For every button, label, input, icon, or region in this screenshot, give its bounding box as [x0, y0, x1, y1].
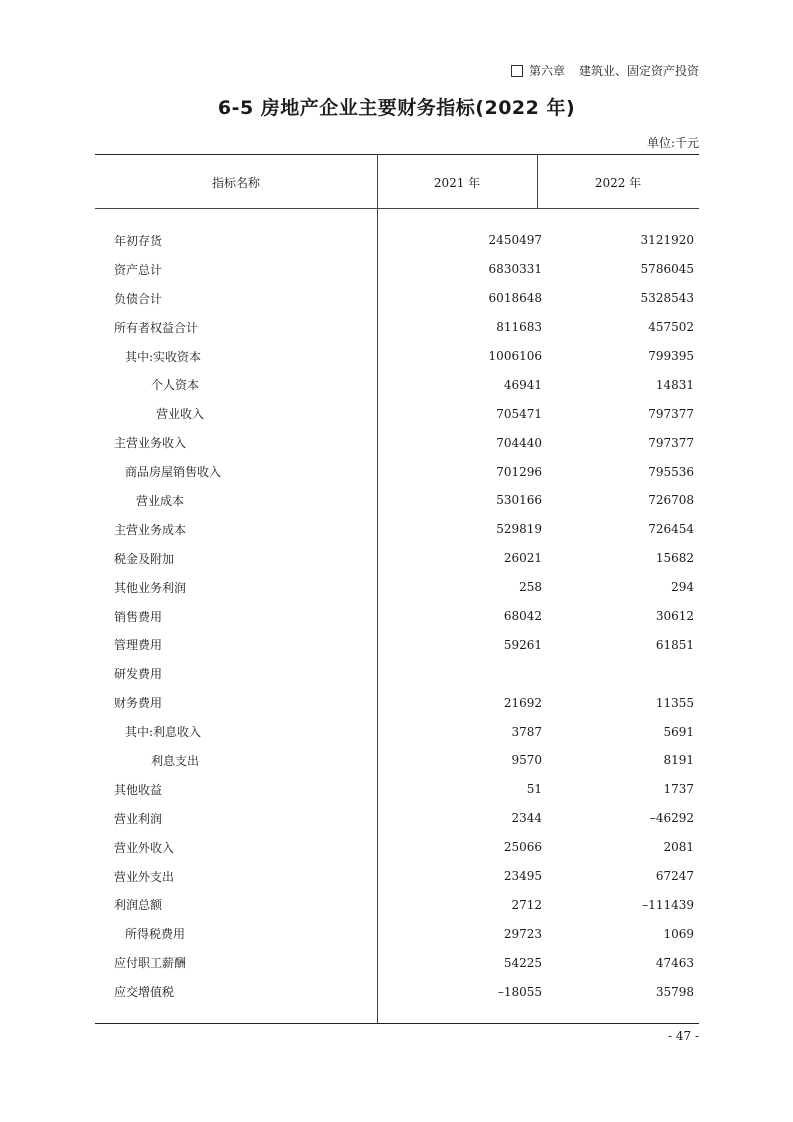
table-row	[95, 948, 699, 977]
row-value-2021: 258	[519, 580, 542, 595]
row-name: 研发费用	[114, 667, 163, 682]
row-value-2021: 59261	[503, 637, 542, 652]
table-row	[95, 226, 699, 255]
table-row	[95, 717, 699, 746]
row-value-2022: 47463	[655, 955, 694, 970]
row-name: 利息支出	[151, 753, 200, 768]
row-value-2022: 795536	[648, 464, 694, 479]
row-value-2022: 726454	[648, 522, 694, 537]
row-name: 主营业务收入	[114, 436, 187, 451]
table-body	[95, 226, 699, 1006]
row-value-2021: 705471	[496, 406, 542, 421]
row-name: 主营业务成本	[114, 522, 187, 537]
table-top-rule	[95, 154, 699, 155]
row-name: 所有者权益合计	[114, 320, 199, 335]
row-name: 营业收入	[156, 407, 205, 422]
row-value-2022: 14831	[655, 377, 694, 392]
chapter-header	[511, 62, 699, 79]
table-bottom-rule	[95, 1023, 699, 1024]
row-value-2022: 726708	[648, 493, 694, 508]
column-header-2021: 2021 年	[433, 176, 481, 190]
row-value-2021: 530166	[496, 493, 542, 508]
row-value-2021: 25066	[503, 840, 542, 855]
row-value-2022: 799395	[648, 349, 694, 363]
table-row	[95, 515, 699, 544]
row-value-2022: 1737	[663, 782, 694, 797]
row-value-2022: 294	[671, 580, 694, 595]
row-value-2022: 5786045	[640, 262, 694, 277]
table-row	[95, 284, 699, 313]
table-row	[95, 977, 699, 1006]
row-name: 营业外支出	[114, 869, 175, 884]
table-row	[95, 775, 699, 804]
table-row	[95, 890, 699, 919]
row-value-2022: –46292	[649, 811, 694, 826]
row-value-2021: 529819	[496, 522, 542, 537]
row-name: 其他收益	[114, 782, 163, 797]
table-row	[95, 659, 699, 688]
row-name: 负债合计	[114, 291, 163, 306]
table-row	[95, 833, 699, 862]
table-row	[95, 486, 699, 515]
row-name: 营业外收入	[114, 840, 175, 855]
unit-label: 单位:千元	[646, 136, 699, 150]
column-header-indicator: 指标名称	[211, 176, 260, 190]
row-name: 营业成本	[136, 493, 185, 508]
row-name: 税金及附加	[114, 551, 175, 566]
table-row	[95, 630, 699, 659]
row-value-2021: 701296	[496, 464, 542, 479]
row-name: 其中:利息收入	[125, 725, 202, 740]
table-row	[95, 342, 699, 371]
table-row	[95, 688, 699, 717]
row-name: 资产总计	[114, 262, 163, 277]
table-row	[95, 919, 699, 948]
row-value-2022: 2081	[663, 840, 694, 855]
row-value-2021: 46941	[503, 377, 542, 392]
row-value-2021: –18055	[497, 984, 542, 999]
row-value-2021: 6830331	[488, 262, 542, 277]
chapter-number: 第六章	[528, 64, 565, 78]
table-row	[95, 573, 699, 602]
row-name: 管理费用	[114, 638, 163, 653]
column-header-2022: 2022 年	[594, 176, 642, 190]
row-value-2021: 21692	[503, 695, 542, 710]
table-row	[95, 457, 699, 486]
table-row	[95, 255, 699, 284]
row-value-2022: 3121920	[640, 233, 694, 248]
table-row	[95, 804, 699, 833]
row-value-2022: 11355	[655, 695, 694, 710]
row-value-2022: 797377	[648, 406, 694, 421]
row-name: 利润总额	[114, 898, 163, 913]
row-value-2021: 26021	[503, 551, 542, 566]
row-value-2021: 51	[526, 782, 542, 797]
row-name: 其他业务利润	[114, 580, 187, 595]
row-name: 个人资本	[151, 378, 200, 393]
row-value-2022: 35798	[655, 984, 694, 999]
row-value-2021: 9570	[511, 753, 542, 768]
row-value-2021: 68042	[503, 609, 542, 624]
row-name: 商品房屋销售收入	[125, 465, 222, 480]
row-value-2022: –111439	[642, 897, 694, 912]
row-value-2022: 8191	[663, 753, 694, 768]
row-name: 销售费用	[114, 609, 163, 624]
row-value-2022: 797377	[648, 435, 694, 450]
row-value-2021: 6018648	[488, 291, 542, 306]
row-name: 财务费用	[114, 696, 163, 711]
table-row	[95, 428, 699, 457]
row-name: 所得税费用	[125, 927, 186, 942]
table-row	[95, 862, 699, 891]
row-value-2021: 2712	[511, 897, 542, 912]
row-value-2021: 54225	[503, 955, 542, 970]
table-row	[95, 370, 699, 399]
row-value-2022: 5691	[663, 724, 694, 739]
row-value-2021: 704440	[496, 435, 542, 450]
row-name: 应交增值税	[114, 985, 175, 1000]
row-name: 其中:实收资本	[125, 349, 202, 364]
table-row	[95, 544, 699, 573]
row-name: 年初存货	[114, 233, 163, 248]
page-number: - 47 -	[667, 1029, 699, 1043]
row-value-2021: 1006106	[488, 349, 542, 363]
table-row	[95, 399, 699, 428]
square-icon	[511, 65, 523, 77]
row-value-2021: 811683	[496, 320, 542, 335]
row-value-2022: 5328543	[640, 291, 694, 306]
chapter-title: 建筑业、固定资产投资	[578, 64, 699, 78]
row-name: 应付职工薪酬	[114, 956, 187, 971]
table-row	[95, 746, 699, 775]
table-row	[95, 313, 699, 342]
page-title: 6-5 房地产企业主要财务指标(2022 年)	[217, 97, 576, 119]
table-row	[95, 602, 699, 631]
row-value-2021: 23495	[503, 869, 542, 884]
row-value-2022: 1069	[663, 926, 694, 941]
row-value-2021: 2344	[511, 811, 542, 826]
row-value-2022: 457502	[648, 320, 694, 335]
row-name: 营业利润	[114, 811, 163, 826]
row-value-2021: 2450497	[488, 233, 542, 248]
row-value-2022: 67247	[655, 869, 694, 884]
row-value-2022: 15682	[655, 551, 694, 566]
row-value-2021: 29723	[503, 926, 542, 941]
row-value-2022: 30612	[655, 609, 694, 624]
row-value-2022: 61851	[655, 637, 694, 652]
table-header-rule	[95, 208, 699, 209]
row-value-2021: 3787	[511, 724, 542, 739]
